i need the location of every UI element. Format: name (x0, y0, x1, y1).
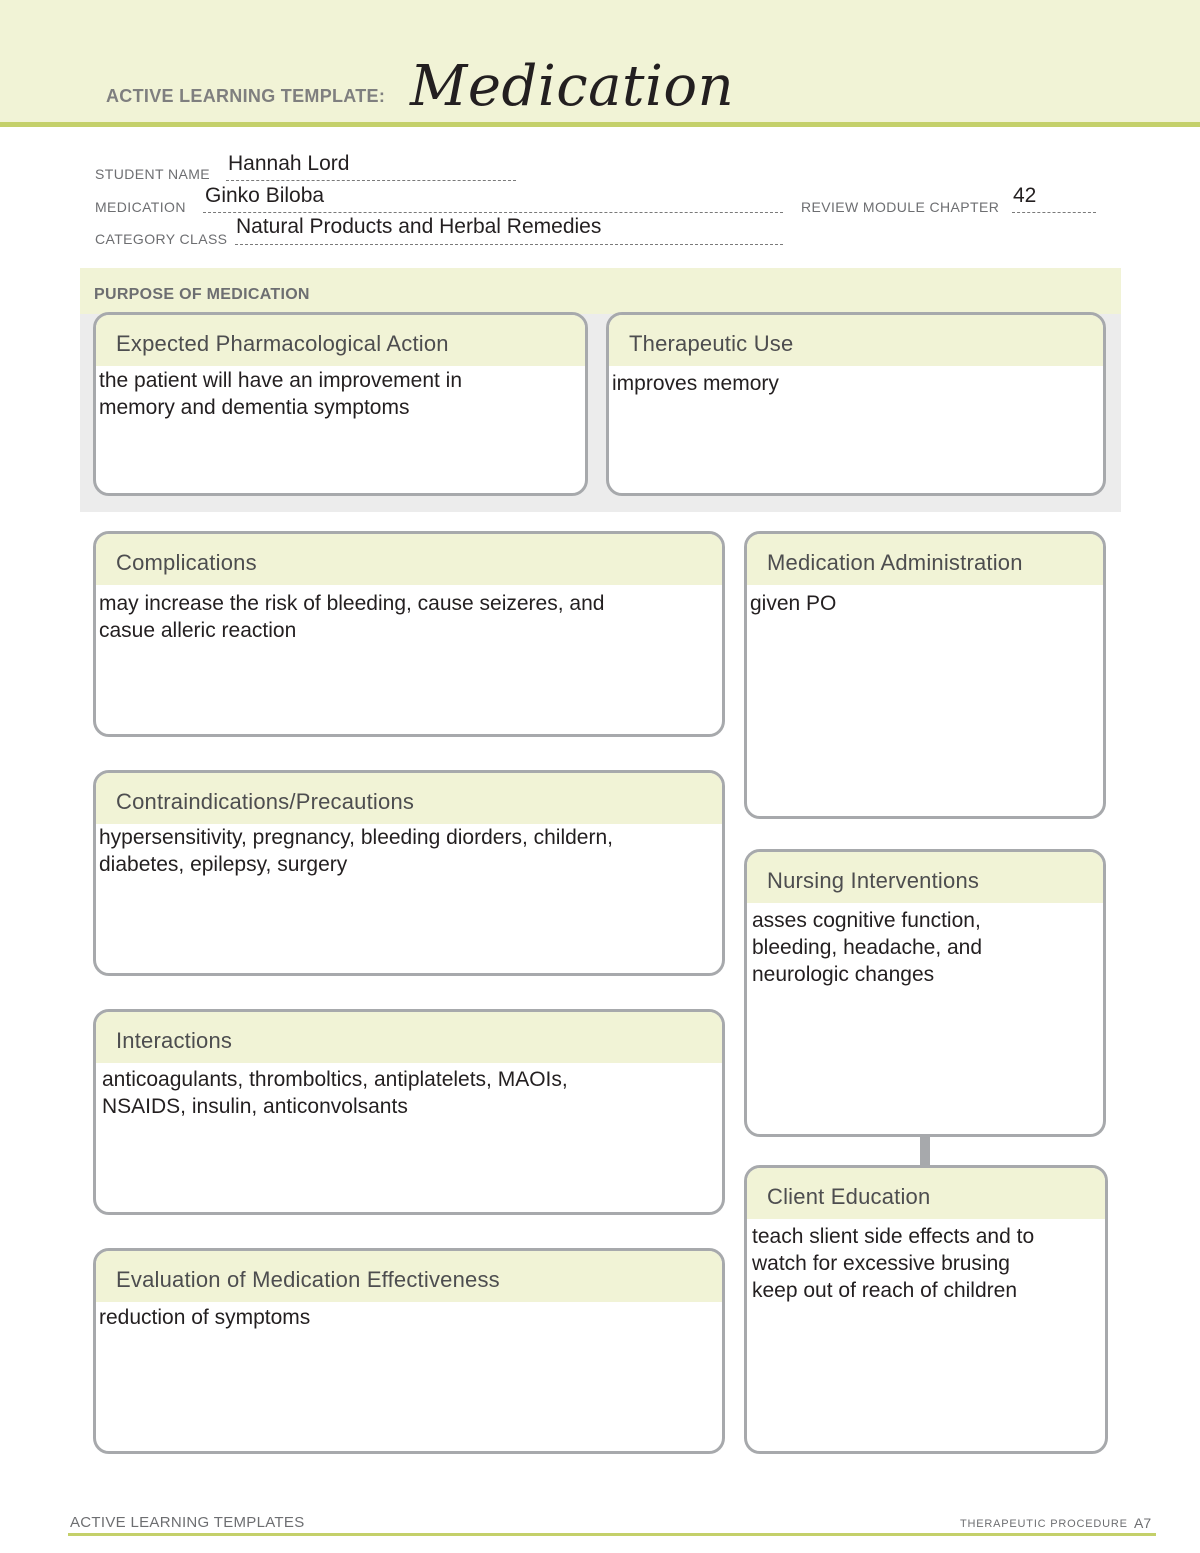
interactions-box[interactable] (93, 1009, 725, 1215)
student-name-line (226, 180, 516, 181)
nursing-interventions-title: Nursing Interventions (747, 852, 1103, 903)
contraindications-box[interactable] (93, 770, 725, 976)
medication-label: MEDICATION (95, 199, 186, 215)
client-education-text[interactable]: teach slient side effects and to watch for excessive brusing keep out of reach of children (752, 1225, 1035, 1302)
expected-pharmacological-action-text[interactable]: the patient will have an improvement in memory and dementia symptoms (99, 369, 463, 419)
evaluation-text[interactable]: reduction of symptoms (99, 1306, 311, 1329)
header-rule (0, 122, 1200, 127)
category-class-label: CATEGORY CLASS (95, 231, 228, 247)
template-kicker: ACTIVE LEARNING TEMPLATE: (106, 86, 386, 106)
therapeutic-use-box[interactable] (606, 312, 1106, 496)
footer-left-label: ACTIVE LEARNING TEMPLATES (70, 1514, 305, 1531)
therapeutic-use-title: Therapeutic Use (609, 315, 1103, 366)
review-module-chapter-field[interactable]: 42 (1013, 184, 1037, 207)
student-name-field[interactable]: Hannah Lord (228, 152, 350, 175)
medication-line (203, 212, 783, 213)
review-module-chapter-label: REVIEW MODULE CHAPTER (801, 199, 1000, 215)
client-education-box[interactable] (744, 1165, 1108, 1454)
medication-administration-title: Medication Administration (747, 534, 1103, 585)
footer-rule (68, 1533, 1156, 1536)
connector-bar (920, 1136, 930, 1166)
complications-box[interactable] (93, 531, 725, 737)
contraindications-text[interactable]: hypersensitivity, pregnancy, bleeding diorders, childern, diabetes, epilepsy, surgery (99, 826, 613, 876)
purpose-label: PURPOSE OF MEDICATION (94, 286, 310, 303)
contraindications-title: Contraindications/Precautions (96, 773, 722, 824)
therapeutic-use-text[interactable]: improves memory (612, 372, 779, 395)
medication-field[interactable]: Ginko Biloba (205, 184, 325, 207)
expected-pharmacological-action-title: Expected Pharmacological Action (96, 315, 585, 366)
review-module-chapter-line (1012, 212, 1096, 213)
medication-administration-text[interactable]: given PO (750, 592, 837, 615)
evaluation-box[interactable] (93, 1248, 725, 1454)
evaluation-title: Evaluation of Medication Effectiveness (96, 1251, 722, 1302)
page-number: A7 (1134, 1515, 1152, 1531)
medication-administration-box[interactable] (744, 531, 1106, 819)
complications-title: Complications (96, 534, 722, 585)
footer-right-label: THERAPEUTIC PROCEDURE (960, 1518, 1128, 1530)
interactions-text[interactable]: anticoagulants, thromboltics, antiplatelets, MAOIs, NSAIDS, insulin, anticonvolsants (102, 1068, 568, 1118)
page-title: Medication (410, 54, 735, 119)
client-education-title: Client Education (747, 1168, 1105, 1219)
interactions-title: Interactions (96, 1012, 722, 1063)
category-class-line (235, 244, 783, 245)
student-name-label: STUDENT NAME (95, 166, 210, 182)
nursing-interventions-box[interactable] (744, 849, 1106, 1137)
expected-pharmacological-action-box[interactable] (93, 312, 588, 496)
category-class-field[interactable]: Natural Products and Herbal Remedies (236, 215, 602, 238)
complications-text[interactable]: may increase the risk of bleeding, cause seizeres, and casue alleric reaction (99, 592, 605, 642)
nursing-interventions-text[interactable]: asses cognitive function, bleeding, headache, and neurologic changes (752, 909, 983, 986)
